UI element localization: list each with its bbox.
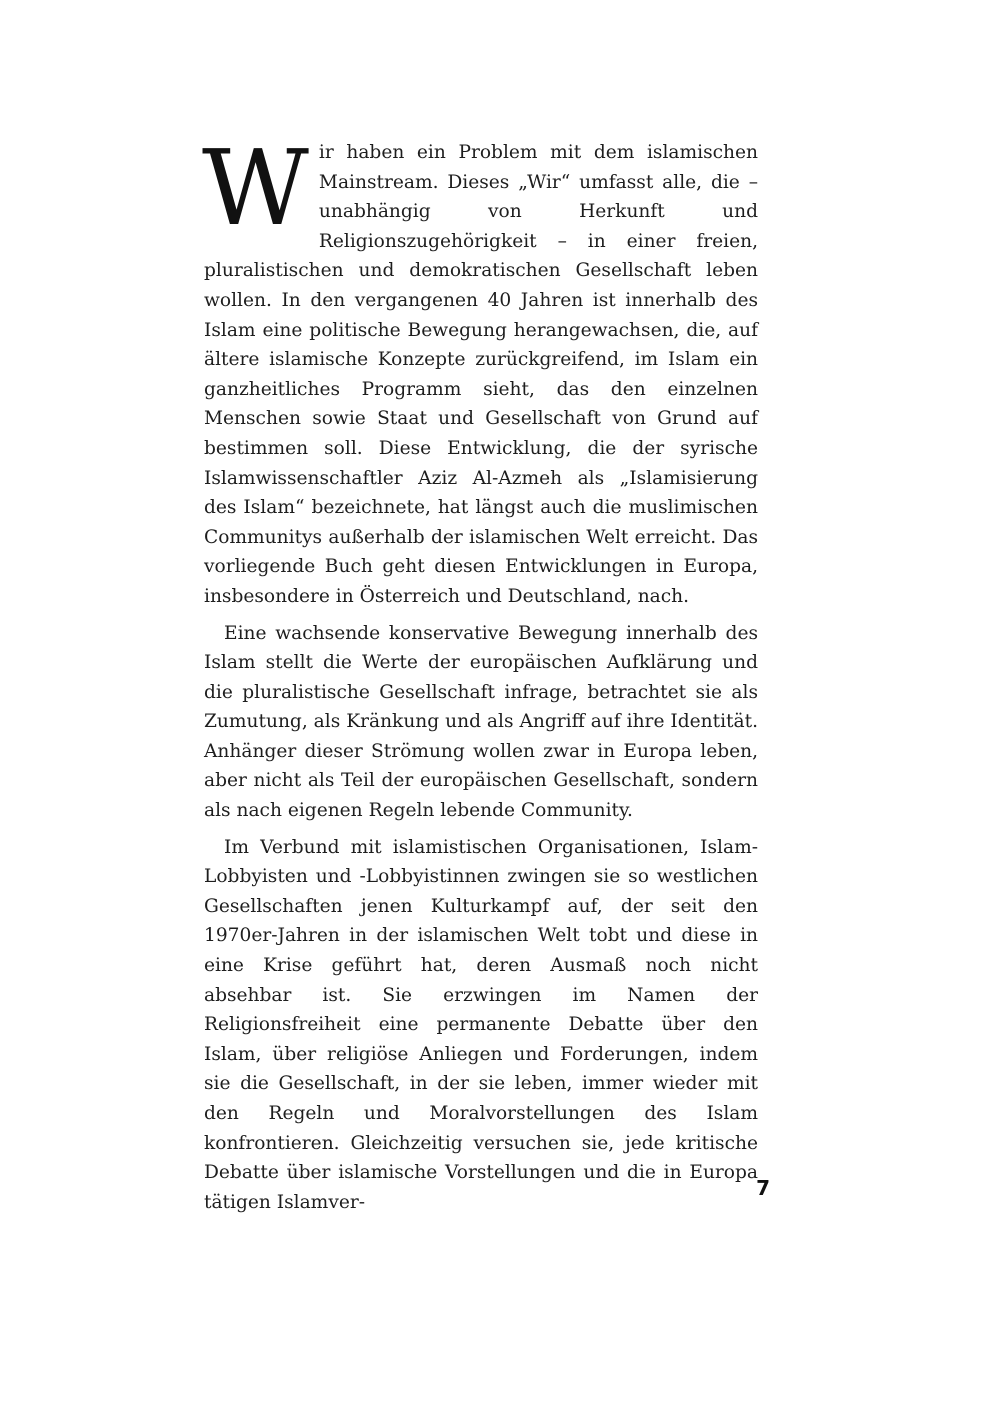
paragraph-1 [202, 127, 758, 612]
paragraph-2: Eine wachsende konservative Bewegung innerhalb des Islam stellt die Werte der europäischen Aufklärung und die pluralistische Gesellschaft infrage, betrachtet sie als Zumutung, als Kränkung und als Angriff auf ihre Identität. Anhänger dieser Strömung wollen zwar in Europa leben, aber nicht als Teil der europäischen Gesellschaft, sondern als nach eigenen Regeln lebende Community. [204, 622, 758, 822]
paragraph-1-text: ir haben ein Problem mit dem islamischen Mainstream. Dieses „Wir“ umfasst alle, die – unabhängig von Herkunft und Religionszugehörigkeit – in einer freien, pluralistischen und demokratischen Gesellschaft leben wollen. In den vergangenen 40 Jahren ist innerhalb des Islam eine politische Bewegung herangewachsen, die, auf ältere islamische Konzepte zurückgreifend, im Islam ein ganzheitliches Programm sieht, das den einzelnen Menschen sowie Staat und Gesellschaft von Grund auf bestimmen soll. Diese Entwicklung, die der syrische Islamwissenschaftler Aziz Al-Azmeh als „Islamisierung des Islam“ bezeichnete, hat längst auch die muslimischen Communitys außerhalb der islamischen Welt erreicht. Das vorliegende Buch geht diesen Entwicklungen in Europa, insbesondere in Österreich und Deutschland, nach. [204, 142, 758, 607]
paragraph-3: Im Verbund mit islamistischen Organisationen, Islam-Lobbyisten und -Lobbyistinnen zwingen sie so westlichen Gesellschaften jenen Kulturkampf auf, der seit den 1970er-Jahren in der islamischen Welt tobt und diese in eine Krise geführt hat, deren Ausmaß noch nicht absehbar ist. Sie erzwingen im Namen der Religionsfreiheit eine permanente Debatte über den Islam, über religiöse Anliegen und Forderungen, indem sie die Gesellschaft, in der sie leben, immer wieder mit den Regeln und Moralvorstellungen des Islam konfrontieren. Gleichzeitig versuchen sie, jede kritische Debatte über islamische Vorstellungen und die in Europa tätigen Islamver- [204, 836, 758, 1213]
body-text [202, 127, 758, 1217]
drop-cap: W [202, 127, 309, 249]
page-number: 7 [756, 1176, 770, 1200]
